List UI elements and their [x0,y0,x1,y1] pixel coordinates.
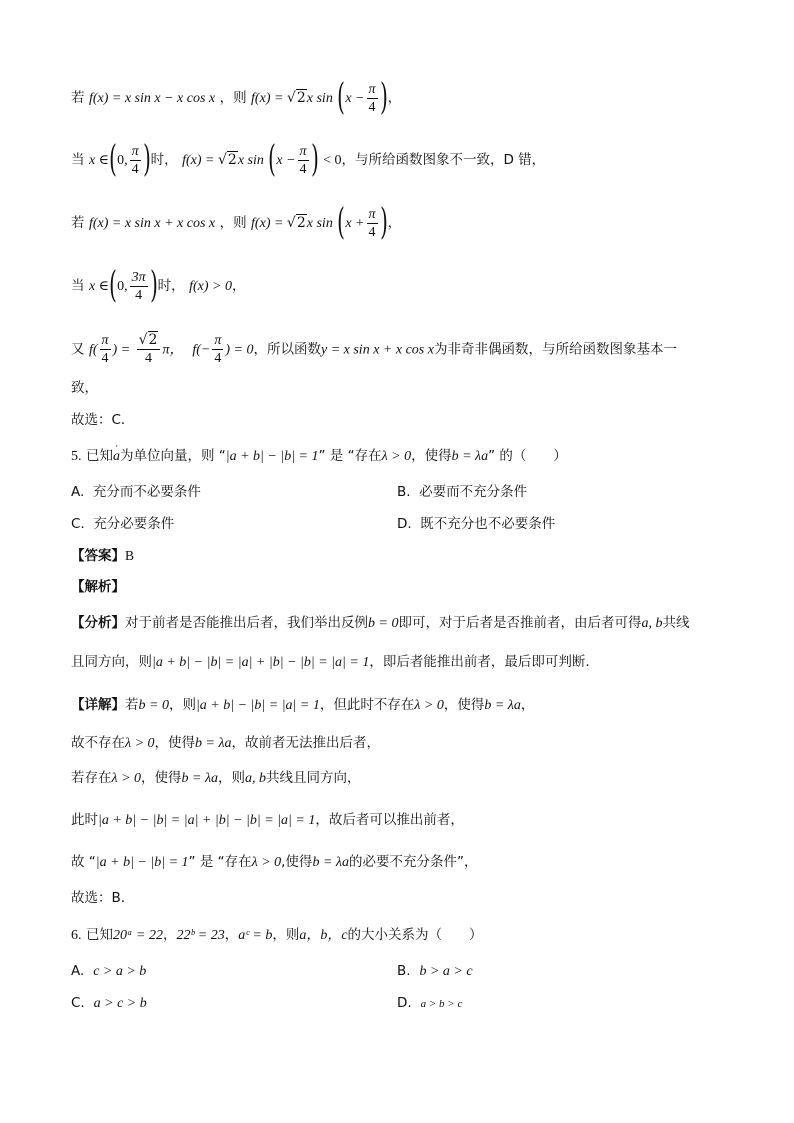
q5-detail-line-3: 若存在λ > 0，使得b = λa，则a, b共线且同方向， [71,770,361,786]
q5-detail-line-1: 【详解】若b = 0，则|a + b| − |b| = |a| = 1，但此时不存在λ > 0，使得b = λa， [71,697,535,713]
q6-option-d[interactable]: D. a > b > c [397,995,463,1011]
solution-line-5: 又 f( $\frac{\pi}{4}$ ) = $\frac{√2}{4}$ π， f(− $\frac{\pi}{4}$ ) = 0，所以函数y = x sin x + x cos x为非奇非偶函数，与所给函数图象基本一 [71,332,677,366]
q5-detail-line-2: 故不存在λ > 0，使得b = λa，故前者无法推出后者， [71,735,381,751]
q5-detail-line-5: 故 “|a + b| − |b| = 1” 是 “存在λ > 0,使得b = λa的必要不充分条件”， [71,854,478,870]
q5-final-answer: 故选：B. [71,890,126,906]
answer-choice-line: 故选：C． [71,412,135,428]
q5-fenxi-line-1: 【分析】对于前者是否能推出后者，我们举出反例b = 0即可，对于后者是否推前者，由后者可得a, b共线 [71,615,690,631]
q6-option-c[interactable]: C. a > c > b [71,995,147,1011]
sqrt-symbol: √2 [286,90,306,106]
math-expression: f(x) = x sin x − x cos x [88,91,216,106]
q5-analysis-tag: 【解析】 [71,579,125,595]
solution-line-3: 若 f(x) = x sin x + x cos x ，则 f(x) = √2x sin (x + $\frac{\pi}{4}$ )， [71,202,402,243]
q5-option-c[interactable]: C. 充分必要条件 [71,516,175,532]
solution-line-6: 致， [71,380,98,396]
q6-option-b[interactable]: B. b > a > c [397,963,473,979]
q5-fenxi-line-2: 且同方向，则|a + b| − |b| = |a| + |b| − |b| = |a| = 1，即后者能推出前者，最后即可判断. [71,654,590,670]
fraction: $\frac{√2}{4}$ [137,332,161,367]
solution-line-2: 当 x ∈(0, $\frac{\pi}{4}$ )时， f(x) = √2x sin (x − $\frac{\pi}{4}$ ) < 0，与所给函数图象不一致，D 错， [71,139,546,180]
solution-line-1: 若 f(x) = x sin x − x cos x ，则 f(x) = √2x sin (x − $\frac{\pi}{4}$ )， [71,77,402,118]
q5-answer: 【答案】B [71,548,135,564]
question-5: 5. 已知' a为单位向量，则 “|a + b| − |b| = 1” 是 “存在λ > 0，使得b = λa” 的（ ） [71,446,567,467]
fraction: $\frac{\pi}{4}$ [299,143,307,177]
q5-detail-line-4: 此时|a + b| − |b| = |a| + |b| − |b| = |a| = 1，故后者可以推出前者， [71,812,464,828]
question-6: 6. 已知20ᵃ = 22，22ᵇ = 23，aᶜ = b，则a，b，c的大小关系为（ ） [71,927,483,943]
fraction: $\frac{\pi}{4}$ [368,81,376,115]
fraction: $\frac{\pi}{4}$ [214,333,222,366]
solution-line-4: 当 x ∈(0, $\frac{3\pi}{4}$ )时， f(x) > 0， [71,265,246,306]
q5-option-b[interactable]: B. 必要而不充分条件 [397,484,528,500]
fraction: $\frac{\pi}{4}$ [368,206,376,240]
fraction: $\frac{\pi}{4}$ [131,143,139,177]
fraction: $\frac{3\pi}{4}$ [131,269,146,303]
q6-option-a[interactable]: A. c > a > b [71,963,147,979]
q5-option-d[interactable]: D. 既不充分也不必要条件 [397,516,556,532]
sqrt-symbol: √2 [286,215,306,231]
sqrt-symbol: √2 [217,152,237,168]
q5-option-a[interactable]: A. 充分而不必要条件 [71,484,201,500]
fraction: $\frac{\pi}{4}$ [101,333,109,366]
